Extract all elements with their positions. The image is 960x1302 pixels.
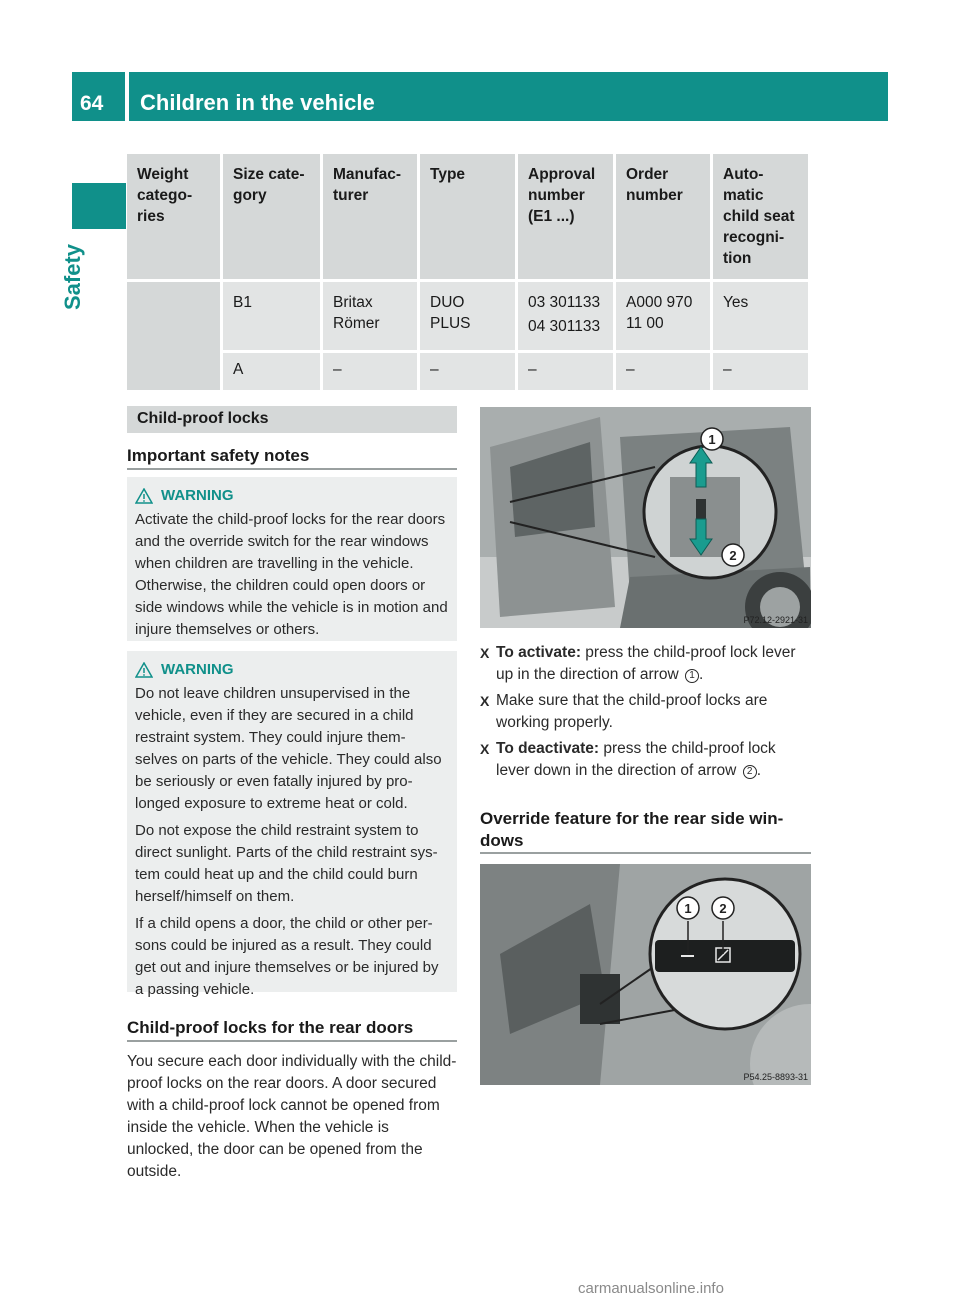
warning-paragraph: If a child opens a door, the child or other per- sons could be injured as a result. They could get out and injure themselves or be injured by a passing vehicle. [135, 915, 439, 998]
warning-title-text: WARNING [161, 487, 234, 504]
table-cell-size: A [223, 353, 323, 393]
table-cell-order: – [616, 353, 713, 393]
warning-title [135, 659, 449, 681]
photo-code: P72.12-2921-31 [743, 615, 808, 625]
column-header-auto: Auto- matic child seat recogni- tion [713, 154, 811, 282]
table-cell-manufacturer: – [323, 353, 420, 393]
heading-rule [127, 468, 457, 470]
table-cell-auto: Yes [713, 282, 811, 353]
table-header-row [127, 154, 811, 282]
heading-rule [480, 852, 811, 854]
column-header-size: Size cate- gory [223, 154, 323, 282]
page-number: 64 [80, 92, 104, 115]
table-row [127, 353, 811, 393]
column-header-manufacturer: Manufac- turer [323, 154, 420, 282]
warning-paragraph: Do not leave children unsupervised in the vehicle, even if they are secured in a child restraint system. They could injure them- selves on parts of the vehicle. They could also be seriously or even fatally injured by pro- longed exposure to extreme heat or cold. [135, 685, 442, 812]
step-label: To deactivate: [496, 740, 600, 757]
step-text: press the child-proof lock lever up in the direction of arrow [496, 644, 796, 683]
warning-box [127, 477, 457, 641]
child-seat-table [127, 154, 811, 393]
table-cell-approval [518, 282, 616, 353]
callout-1: 1 [708, 432, 716, 447]
column-header-type: Type [420, 154, 518, 282]
photo-code: P54.25-8893-31 [743, 1072, 808, 1082]
callout-ref: 1 [685, 669, 699, 683]
warning-box [127, 651, 457, 998]
section-heading: Child-proof locks [127, 406, 457, 433]
step-text: press the child-proof lock lever down in the direction of arrow [496, 740, 776, 779]
table-cell-type: DUO PLUS [420, 282, 518, 353]
page-title: Children in the vehicle [140, 90, 375, 115]
step-end: . [698, 666, 704, 683]
watermark[interactable]: carmanualsonline.info [578, 1280, 724, 1297]
callout-ref: 2 [743, 765, 757, 779]
table-cell-manufacturer: Britax Römer [323, 282, 420, 353]
sub-heading-rear-doors: Child-proof locks for the rear doors [127, 1018, 414, 1037]
override-switch-illustration [480, 864, 811, 1085]
approval-number: 04 301133 [528, 318, 601, 335]
door-lock-illustration [480, 407, 811, 628]
column-header-weight: Weight catego- ries [127, 154, 223, 282]
callout-2: 2 [719, 901, 727, 916]
step-text: Make sure that the child-proof locks are working properly. [496, 692, 768, 731]
door-lock-photo [480, 407, 811, 628]
table-row [127, 282, 811, 353]
callout-1: 1 [684, 901, 692, 916]
heading-rule [127, 1040, 457, 1042]
column-header-order: Order number [616, 154, 713, 282]
column-header-approval: Approval number (E1 ...) [518, 154, 616, 282]
step-marker: X [480, 693, 490, 709]
table-cell-size: B1 [223, 282, 323, 353]
step-end: . [756, 762, 761, 779]
warning-triangle-icon [135, 662, 153, 678]
step-label: To activate: [496, 644, 581, 661]
step-marker: X [480, 741, 490, 757]
warning-title [135, 485, 449, 507]
callout-2: 2 [729, 548, 737, 563]
step-check [480, 690, 811, 734]
step-marker: X [480, 645, 490, 661]
header-divider [125, 72, 129, 121]
side-tab-label: Safety [60, 243, 85, 310]
sub-heading-safety-notes: Important safety notes [127, 446, 310, 465]
step-deactivate [480, 738, 811, 782]
warning-triangle-icon [135, 488, 153, 504]
table-cell-type: – [420, 353, 518, 393]
table-cell-approval: – [518, 353, 616, 393]
warning-title-text: WARNING [161, 661, 234, 678]
approval-number: 03 301133 [528, 294, 601, 311]
rear-doors-text: You secure each door individually with the child-proof locks on the rear doors. A door secured with a child-proof lock cannot be opened from inside the vehicle. When the vehicle is unlocked, the door can be opened from the outside. [127, 1053, 457, 1180]
table-cell-weight [127, 282, 223, 393]
warning-paragraph: Do not expose the child restraint system to direct sunlight. Parts of the child restraint sys- tem could heat up and the child could burn herself/himself on them. [135, 822, 438, 905]
step-activate [480, 642, 811, 686]
table-cell-order: A000 970 11 00 [616, 282, 713, 353]
side-tab-block [72, 183, 126, 229]
table-cell-auto: – [713, 353, 811, 393]
override-heading: Override feature for the rear side win- dows [480, 809, 784, 850]
warning-text: Activate the child-proof locks for the rear doors and the override switch for the rear windows when children are travelling in the vehicle. Otherwise, the children could open doors or side windows while the vehicle is in motion and injure themselves or others. [135, 511, 448, 638]
override-switch-photo [480, 864, 811, 1085]
